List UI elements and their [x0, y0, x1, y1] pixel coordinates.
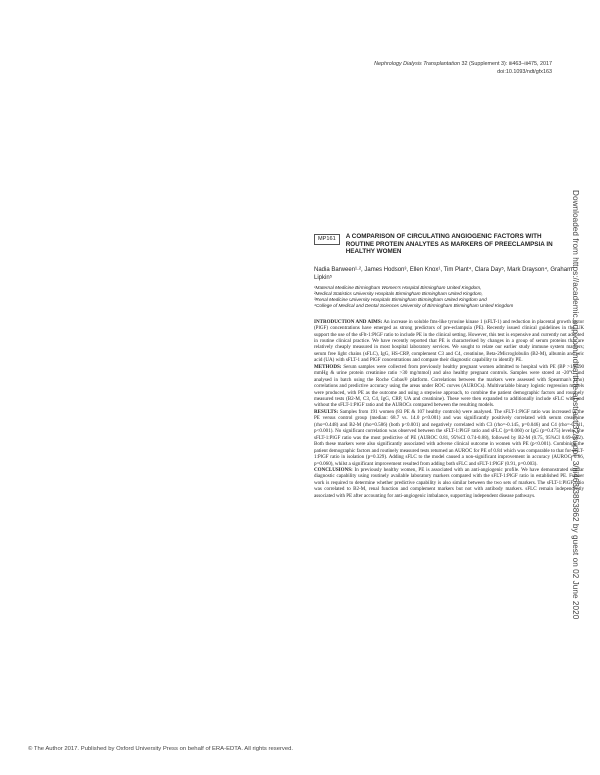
abstract-article	[314, 233, 592, 499]
affiliation-item: ¹Maternal Medicine Birmingham Women's Hospital Birmingham United Kingdom,	[314, 284, 482, 290]
abstract-section-conclusions	[314, 467, 584, 499]
section-text: An increase in soluble fms-like tyrosine kinase 1 (sFLT-1) and reduction in placental growth factor (PlGF) concentrations have emerged as strong predictors of pre-eclampsia (PE). Recently issued clinical guidelines in the UK support the use of the sFlt-1:PlGF ratio to include PE in the clinical setting. However, this test is expensive and currently not adopted in routine clinical practice. We have recently reported that PE is characterised by changes in a group of serum proteins that are relatively cheaply measured in most hospital laboratory services. We sought to relate our earlier study immune system markers; serum free light chains (sFLC), IgG, HS-CRP, complement C3 and C4, creatinine, Beta-2Microglobulin (B2-M), albumin and uric acid (UA) with sFLT-1 and PlGF concentrations and compare their diagnostic capability to identify PE.	[314, 318, 584, 364]
journal-header	[252, 60, 552, 76]
section-label: RESULTS:	[314, 408, 339, 415]
title-row	[314, 233, 592, 256]
section-label: CONCLUSIONS:	[314, 467, 353, 474]
abstract-section-introduction	[314, 319, 584, 364]
journal-citation-line	[252, 60, 552, 68]
abstract-section-results	[314, 409, 584, 467]
journal-citation: 32 (Supplement 3): iii463–iii475, 2017	[461, 61, 552, 67]
section-text: Samples from 191 women (83 PE & 107 healthy controls) were analysed. The sFLT-1:PlGF ratio was increased in the PE versus control group (median: 68.7 vs. 14.0 p<0.001) and was significantly positively correlated with serum creatinine (rho=0.448) and B2-M (rho=0.586) (both p<0.001) and negatively correlated with C3 (rho=-0.145, p=0.046) and C4 (rho=-0.311, p<0.001). No significant correlation was observed between the sFLT-1:PlGF ratio and sFLC (p=0.060) or IgG (p=0.475) levels. The sFLT-1:PlGF ratio was the most predictive of PE (AUROC 0.81, 95%CI 0.74-0.88), followed by B2-M (0.75, 95%CI 0.69-0.82). Both these markers were also significantly associated with adverse clinical outcome in women with PE (p<0.001). Combining the patient demographic factors and routinely measured tests returned an AUROC for PE of 0.84 which was comparable to that for sFLT-1:PlGF ratio in isolation (p=0.329). Adding sFLC to the model caused a non-significant improvement in accuracy (AUROC=0.86, p=0.060), whilst a significant improvement resulted from adding both sFLC and sFLT-1:PlGF (0.91, p=0.003).	[314, 408, 584, 467]
copyright-footer: © The Author 2017. Published by Oxford University Press on behalf of ERA-EDTA. All rights reserved.	[28, 746, 294, 752]
author-list: Nadia Barween¹·², James Hodson³, Ellen Knox¹, Tim Plant⁴, Clara Day⁵, Mark Drayson⁴, Graham Lipkin⁵	[314, 266, 573, 281]
abstract-section-methods	[314, 364, 584, 409]
download-side-note: Downloaded from https://academic.oup.com/ndt/article-abstract/32/suppl_3/iii463/3853862 by guest on 02 June 2020	[571, 190, 580, 620]
affiliation-item: ³Renal Medicine University Hospitals Birmingham Birmingham United Kingdom and	[314, 297, 487, 303]
journal-name: Nephrology Dialysis Transplantation	[374, 61, 460, 67]
section-label: METHODS:	[314, 363, 342, 370]
section-label: INTRODUCTION AND AIMS:	[314, 318, 383, 325]
affiliation-item: ²Medical Statistics University Hospitals Birmingham Birmingham United Kingdom,	[314, 290, 483, 296]
article-title: A COMPARISON OF CIRCULATING ANGIOGENIC FACTORS WITH ROUTINE PROTEIN ANALYTES AS MARKERS OF PREECLAMPSIA IN HEALTHY WOMEN	[345, 233, 553, 256]
section-text: Serum samples were collected from previously healthy pregnant women admitted to hospital with PE (BP >140/90 mmHg & urine protein creatinine ratio >30 mg/mmol) and also healthy pregnant controls. Samples were stored at -20°C and analysed in batch using the Roche Cobas® platform. Correlations between the markers were assessed with Spearman's (rho) correlations and predictive accuracy using the areas under ROC curves (AUROCs). Multivariable binary logistic regression models were produced, with PE as the outcome and using a stepwise approach, to combine the patient demographic factors and routinely measured tests (B2-M, C3, C4, IgG, CRP, UA and creatinine). These were then expanded to additionally include sFLC with and without the sFLT-1:PlGF ratio and the AUROCs compared between the resulting models.	[314, 363, 584, 409]
affiliation-list	[314, 285, 570, 310]
journal-doi: doi:10.1093/ndt/gfx163	[497, 69, 552, 75]
section-text: In previously healthy women, PE is associated with an anti-angiogenic profile. We have demonstrated similar diagnostic capability using routinely available laboratory markers compared with the sFLT-1:PlGF ratio in established PE. Further work is required to determine whether predictive capability is also similar between the two sets of markers. The sFLT-1:PlGF ratio was correlated to B2-M, renal function and complement markers but not with antibody markers. sFLC remain independently associated with PE after accounting for anti-angiogenic imbalance, supporting independent disease pathways.	[314, 467, 584, 499]
abstract-id-badge: MP161	[314, 234, 340, 245]
abstract-body	[314, 319, 584, 500]
affiliation-item: ⁴College of Medical and Dental Sciences University of Birmingham Birmingham United Kingdom	[314, 303, 514, 309]
